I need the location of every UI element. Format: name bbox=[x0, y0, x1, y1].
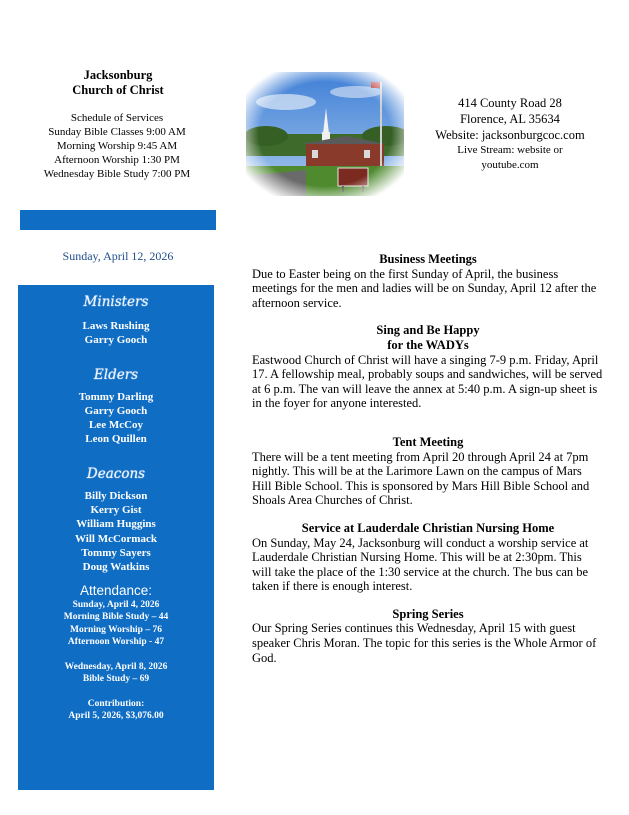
address-line1: 414 County Road 28 bbox=[458, 96, 562, 110]
service-schedule bbox=[14, 111, 220, 181]
deacon-name: William Huggins bbox=[76, 518, 156, 531]
schedule-item: Afternoon Worship 1:30 PM bbox=[54, 154, 180, 166]
live-stream-line1: Live Stream: website or bbox=[457, 144, 563, 156]
deacon-name: Will McCormack bbox=[75, 532, 157, 545]
contribution-value: April 5, 2026, $3,076.00 bbox=[68, 711, 164, 722]
live-stream-line2[interactable]: youtube.com bbox=[481, 159, 539, 171]
schedule-item: Sunday Bible Classes 9:00 AM bbox=[48, 126, 186, 138]
attendance-sunday bbox=[18, 599, 214, 649]
article-title: Spring Series bbox=[392, 606, 464, 621]
contribution-heading: Contribution: bbox=[87, 698, 145, 709]
attendance-line: Sunday, April 4, 2026 bbox=[72, 599, 160, 610]
article-sing-and-be-happy bbox=[252, 323, 604, 411]
church-photo bbox=[246, 72, 404, 196]
article-title bbox=[252, 323, 604, 352]
elder-name: Lee McCoy bbox=[88, 419, 144, 432]
attendance-line: Morning Bible Study – 44 bbox=[63, 612, 169, 623]
ministers-heading: Ministers bbox=[83, 294, 149, 310]
attendance-wednesday bbox=[18, 661, 214, 686]
blue-divider-bar bbox=[20, 210, 216, 230]
article-body: Due to Easter being on the first Sunday of April, the business meetings for the men and ladies will be on Sunday, April 12 after the afternoon service. bbox=[252, 266, 597, 310]
elder-name: Tommy Darling bbox=[78, 390, 154, 403]
attendance-line: Morning Worship – 76 bbox=[70, 624, 162, 635]
contribution bbox=[18, 698, 214, 723]
article-body: Eastwood Church of Christ will have a singing 7-9 p.m. Friday, April 17. A fellowship meal, probably soups and sandwiches, will be served at 6 p.m. The van will leave the annex at 5:40 p.m. A sign-up sheet is in the foyer for anyone interested. bbox=[252, 352, 603, 411]
article-tent-meeting bbox=[252, 435, 604, 508]
attendance-line: Wednesday, April 8, 2026 bbox=[64, 661, 168, 672]
deacon-name: Tommy Sayers bbox=[81, 546, 151, 559]
elder-name: Garry Gooch bbox=[84, 404, 148, 417]
article-title: Tent Meeting bbox=[392, 434, 464, 449]
ministers-list bbox=[18, 319, 214, 348]
article-title-line1: Sing and Be Happy bbox=[376, 323, 480, 338]
bulletin-date: Sunday, April 12, 2026 bbox=[62, 249, 174, 263]
elder-name: Leon Quillen bbox=[85, 433, 147, 446]
article-title: Business Meetings bbox=[379, 252, 477, 266]
sidebar bbox=[18, 285, 214, 790]
church-name-line2: Church of Christ bbox=[72, 83, 164, 97]
deacon-name: Kerry Gist bbox=[90, 504, 142, 517]
article-body: On Sunday, May 24, Jacksonburg will conduct a worship service at Lauderdale Christian Nursing Home. This will be at 2:30pm. This will take the place of the 1:30 service at the church. The bus can be taken if there is enough interest. bbox=[252, 535, 589, 594]
deacon-name: Doug Watkins bbox=[82, 561, 150, 574]
address-block bbox=[410, 95, 610, 173]
deacon-name: Billy Dickson bbox=[84, 489, 148, 502]
article-nursing-home-service bbox=[252, 521, 604, 594]
schedule-item: Wednesday Bible Study 7:00 PM bbox=[43, 168, 191, 180]
attendance-line: Bible Study – 69 bbox=[82, 674, 150, 685]
schedule-item: Morning Worship 9:45 AM bbox=[56, 140, 178, 152]
article-business-meetings bbox=[252, 252, 604, 310]
announcements bbox=[252, 252, 604, 678]
elders-list bbox=[18, 390, 214, 447]
elders-heading: Elders bbox=[93, 366, 139, 383]
article-title: Service at Lauderdale Christian Nursing Home bbox=[301, 520, 555, 535]
church-name bbox=[20, 68, 216, 98]
attendance-heading: Attendance: bbox=[79, 582, 153, 598]
deacons-heading: Deacons bbox=[86, 465, 146, 482]
schedule-title: Schedule of Services bbox=[70, 112, 164, 124]
attendance-line: Afternoon Worship - 47 bbox=[67, 637, 165, 648]
deacons-list bbox=[18, 489, 214, 575]
minister-name: Garry Gooch bbox=[84, 334, 148, 347]
website-link[interactable]: Website: jacksonburgcoc.com bbox=[435, 128, 585, 142]
article-body: Our Spring Series continues this Wednesday, April 15 with guest speaker Chris Moran. The topic for this series is the Whole Armor of God. bbox=[252, 621, 597, 665]
minister-name: Laws Rushing bbox=[82, 320, 150, 332]
article-title-line2: for the WADYs bbox=[387, 337, 469, 352]
address-line2: Florence, AL 35634 bbox=[460, 112, 560, 126]
church-name-line1: Jacksonburg bbox=[83, 68, 153, 82]
article-body: There will be a tent meeting from April 20 through April 24 at 7pm nightly. This will be at the Larimore Lawn on the campus of Mars Hill Bible School. This is sponsored by Mars Hill Bible School and Shoals Area Churches of Christ. bbox=[252, 449, 590, 508]
article-spring-series bbox=[252, 607, 604, 665]
